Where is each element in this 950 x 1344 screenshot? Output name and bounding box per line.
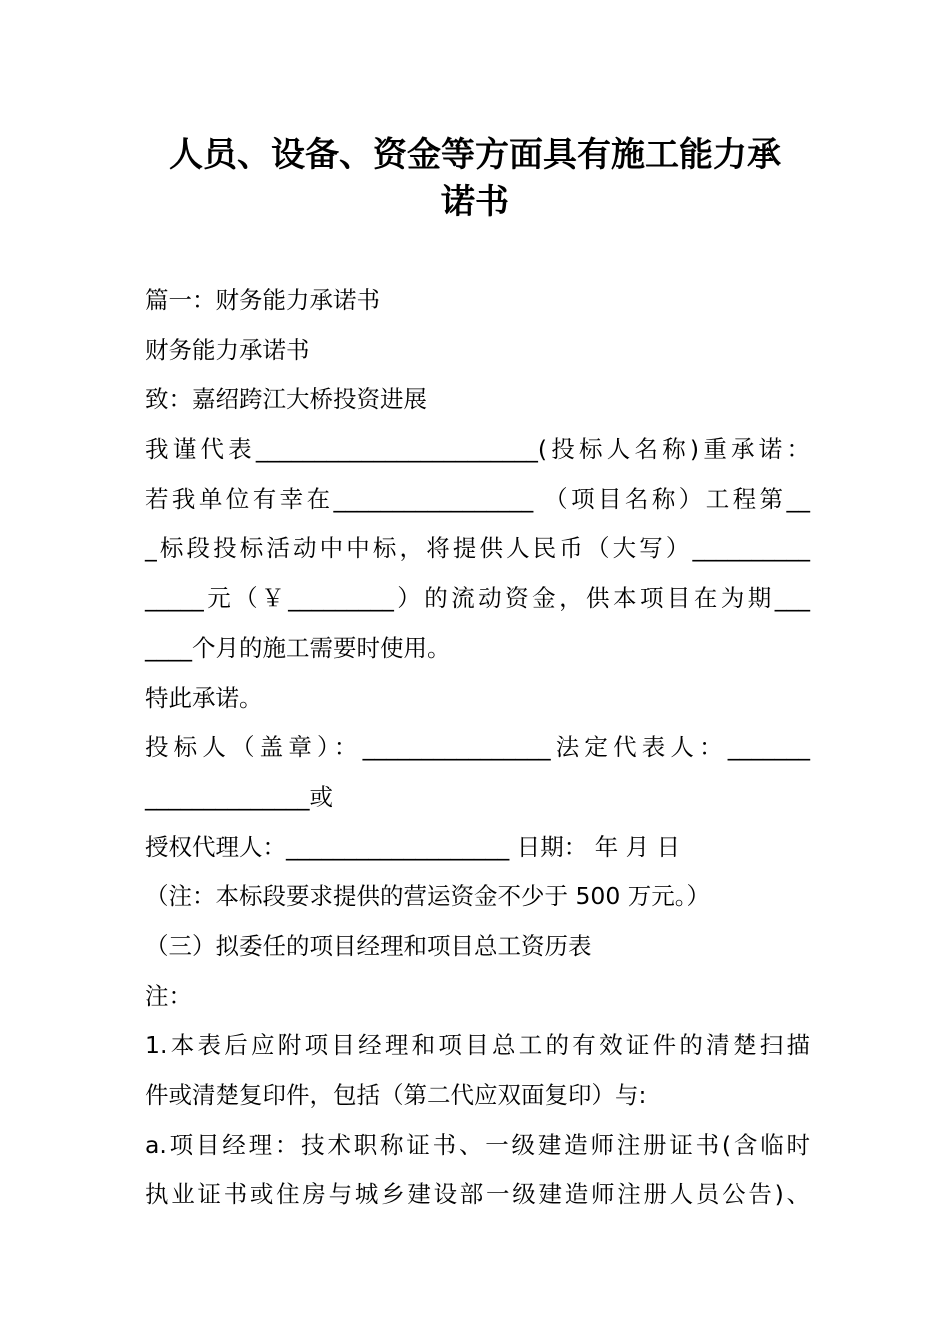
document-title-line-1: 人员、设备、资金等方面具有施工能力承 [169,135,781,175]
subsection-heading: 财务能力承诺书 [145,335,310,364]
document-body [145,280,810,1224]
note-label: 注： [145,981,192,1010]
body-line: 我谨代表________________________(投标人名称)重承诺： [145,435,810,464]
signature-line: 授权代理人：___________________ 日期： 年 月 日 [145,832,681,861]
body-line: a.项目经理：技术职称证书、一级建造师注册证书(含临时 [145,1130,810,1159]
body-line: ____个月的施工需要时使用。 [145,633,451,662]
body-line: _____元（￥_________）的流动资金，供本项目在为期___ [145,584,810,613]
addressee-line: 致：嘉绍跨江大桥投资进展 [145,385,427,414]
signature-line: ______________或 [145,782,333,811]
body-line: 执业证书或住房与城乡建设部一级建造师注册人员公告)、 [145,1180,810,1209]
section-heading: （三）拟委任的项目经理和项目总工资历表 [145,931,592,960]
document-title-line-2: 诺书 [441,182,509,222]
body-line: 特此承诺。 [145,683,263,712]
section-heading: 篇一：财务能力承诺书 [145,286,380,314]
body-line: 件或清楚复印件，包括（第二代应双面复印）与: [145,1081,647,1109]
body-line: 1.本表后应附项目经理和项目总工的有效证件的清楚扫描 [145,1031,810,1060]
body-line: 若我单位有幸在_________________ （项目名称）工程第__ [145,484,810,513]
body-line: _标段投标活动中中标，将提供人民币（大写）__________ [145,534,810,563]
signature-line: 投标人（盖章）：________________法定代表人：_______ [145,733,810,762]
note-line: （注：本标段要求提供的营运资金不少于 500 万元。） [145,882,711,911]
